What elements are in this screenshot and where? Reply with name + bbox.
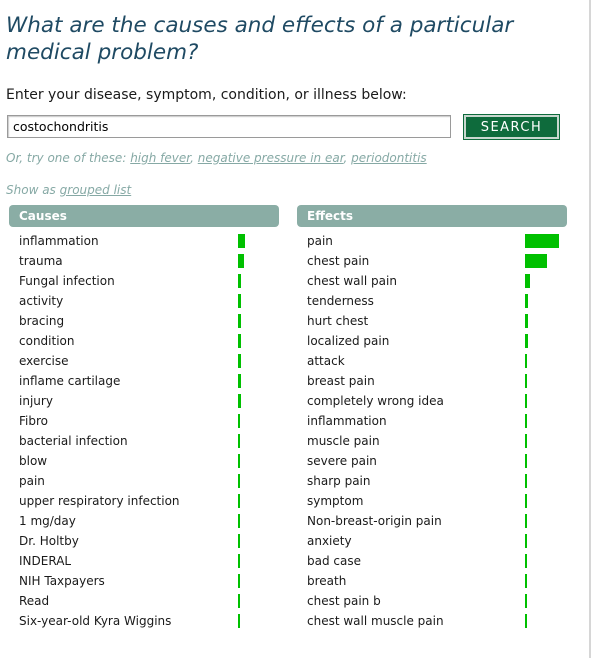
- effects-item: [307, 471, 561, 491]
- causes-item-label: injury: [19, 394, 53, 408]
- suggestion-link-high-fever[interactable]: high fever: [130, 151, 191, 165]
- relevance-bar: [525, 534, 527, 548]
- causes-item-label: INDERAL: [19, 554, 72, 568]
- causes-item: [19, 571, 245, 591]
- effects-item: [307, 271, 561, 291]
- relevance-bar: [525, 554, 527, 568]
- causes-item: [19, 331, 245, 351]
- causes-item: [19, 531, 245, 551]
- causes-item: [19, 491, 245, 511]
- effects-item: [307, 371, 561, 391]
- grouped-list-prefix: Show as: [6, 183, 56, 197]
- effects-item-label: chest pain b: [307, 594, 381, 608]
- causes-item: [19, 391, 245, 411]
- search-input[interactable]: [7, 115, 451, 138]
- causes-item-label: upper respiratory infection: [19, 494, 180, 508]
- effects-item: [307, 231, 561, 251]
- causes-item: [19, 311, 245, 331]
- relevance-bar: [238, 414, 240, 428]
- causes-item: [19, 471, 245, 491]
- causes-item-label: exercise: [19, 354, 69, 368]
- effects-item: [307, 611, 561, 631]
- relevance-bar: [238, 354, 241, 368]
- relevance-bar: [525, 614, 527, 628]
- causes-item-label: trauma: [19, 254, 63, 268]
- causes-item-label: condition: [19, 334, 75, 348]
- relevance-bar: [238, 594, 240, 608]
- relevance-bar: [238, 514, 240, 528]
- relevance-bar: [238, 454, 240, 468]
- effects-item-label: hurt chest: [307, 314, 369, 328]
- effects-item: [307, 531, 561, 551]
- relevance-bar: [525, 414, 527, 428]
- relevance-bar: [238, 334, 241, 348]
- effects-item-label: tenderness: [307, 294, 374, 308]
- relevance-bar: [525, 594, 527, 608]
- causes-item: [19, 451, 245, 471]
- causes-item: [19, 251, 245, 271]
- relevance-bar: [525, 574, 527, 588]
- effects-item-label: pain: [307, 234, 333, 248]
- causes-item: [19, 431, 245, 451]
- causes-item: [19, 551, 245, 571]
- effects-item-label: breast pain: [307, 374, 375, 388]
- effects-item-label: chest pain: [307, 254, 370, 268]
- causes-item: [19, 291, 245, 311]
- effects-list: [307, 231, 561, 631]
- effects-item: [307, 491, 561, 511]
- effects-item: [307, 431, 561, 451]
- suggestion-link-periodontitis[interactable]: periodontitis: [351, 151, 427, 165]
- relevance-bar: [238, 494, 240, 508]
- effects-item: [307, 331, 561, 351]
- effects-item-label: sharp pain: [307, 474, 371, 488]
- relevance-bar: [525, 234, 559, 248]
- causes-item-label: NIH Taxpayers: [19, 574, 105, 588]
- causes-item-label: Fibro: [19, 414, 48, 428]
- causes-item: [19, 611, 245, 631]
- relevance-bar: [238, 394, 241, 408]
- relevance-bar: [238, 474, 240, 488]
- suggestion-link-negative-pressure[interactable]: negative pressure in ear: [197, 151, 344, 165]
- effects-item-label: inflammation: [307, 414, 387, 428]
- relevance-bar: [525, 374, 527, 388]
- relevance-bar: [238, 254, 244, 268]
- relevance-bar: [525, 494, 527, 508]
- relevance-bar: [238, 374, 241, 388]
- relevance-bar: [238, 294, 241, 308]
- effects-item-label: completely wrong idea: [307, 394, 444, 408]
- causes-item-label: 1 mg/day: [19, 514, 76, 528]
- effects-item-label: chest wall muscle pain: [307, 614, 444, 628]
- relevance-bar: [238, 534, 240, 548]
- effects-item: [307, 251, 561, 271]
- relevance-bar: [525, 254, 547, 268]
- causes-item-label: activity: [19, 294, 64, 308]
- effects-item-label: anxiety: [307, 534, 352, 548]
- relevance-bar: [525, 514, 527, 528]
- effects-item-label: bad case: [307, 554, 361, 568]
- relevance-bar: [238, 554, 240, 568]
- relevance-bar: [525, 434, 527, 448]
- relevance-bar: [525, 394, 527, 408]
- suggestions: Or, try one of these: high fever, negative pressure in ear, periodontitis: [6, 151, 427, 165]
- causes-item: [19, 371, 245, 391]
- relevance-bar: [238, 314, 241, 328]
- causes-item: [19, 411, 245, 431]
- causes-item-label: Dr. Holtby: [19, 534, 79, 548]
- causes-item-label: Read: [19, 594, 50, 608]
- search-prompt: Enter your disease, symptom, condition, or illness below:: [6, 87, 407, 103]
- effects-item-label: chest wall pain: [307, 274, 397, 288]
- relevance-bar: [525, 454, 527, 468]
- effects-item: [307, 451, 561, 471]
- causes-item: [19, 511, 245, 531]
- effects-item-label: breath: [307, 574, 347, 588]
- effects-item-label: localized pain: [307, 334, 390, 348]
- causes-item-label: Six-year-old Kyra Wiggins: [19, 614, 172, 628]
- effects-item: [307, 351, 561, 371]
- grouped-list-link[interactable]: grouped list: [59, 183, 132, 197]
- effects-item-label: Non-breast-origin pain: [307, 514, 442, 528]
- effects-item-label: severe pain: [307, 454, 377, 468]
- causes-item-label: pain: [19, 474, 45, 488]
- relevance-bar: [238, 234, 245, 248]
- effects-item: [307, 291, 561, 311]
- causes-item: [19, 591, 245, 611]
- relevance-bar: [525, 354, 527, 368]
- relevance-bar: [238, 614, 240, 628]
- effects-item: [307, 311, 561, 331]
- causes-item: [19, 351, 245, 371]
- causes-item: [19, 271, 245, 291]
- relevance-bar: [238, 274, 241, 288]
- effects-item: [307, 551, 561, 571]
- causes-header: Causes: [9, 205, 279, 227]
- suggestions-prefix: Or, try one of these:: [6, 151, 127, 165]
- effects-item: [307, 411, 561, 431]
- search-button[interactable]: SEARCH: [464, 115, 559, 139]
- effects-item: [307, 511, 561, 531]
- causes-item-label: blow: [19, 454, 48, 468]
- relevance-bar: [525, 334, 528, 348]
- page-title: What are the causes and effects of a particular medical problem?: [6, 13, 514, 65]
- effects-item: [307, 391, 561, 411]
- effects-item: [307, 571, 561, 591]
- relevance-bar: [238, 434, 240, 448]
- causes-item-label: inflammation: [19, 234, 99, 248]
- causes-item-label: inflame cartilage: [19, 374, 121, 388]
- effects-item-label: symptom: [307, 494, 364, 508]
- effects-item-label: attack: [307, 354, 345, 368]
- causes-list: [19, 231, 245, 631]
- effects-item: [307, 591, 561, 611]
- relevance-bar: [525, 294, 528, 308]
- relevance-bar: [238, 574, 240, 588]
- relevance-bar: [525, 314, 528, 328]
- effects-item-label: muscle pain: [307, 434, 380, 448]
- causes-item-label: bracing: [19, 314, 65, 328]
- effects-header: Effects: [297, 205, 567, 227]
- causes-item-label: bacterial infection: [19, 434, 128, 448]
- relevance-bar: [525, 474, 527, 488]
- grouped-list-toggle: [6, 183, 131, 197]
- causes-item-label: Fungal infection: [19, 274, 115, 288]
- causes-item: [19, 231, 245, 251]
- relevance-bar: [525, 274, 530, 288]
